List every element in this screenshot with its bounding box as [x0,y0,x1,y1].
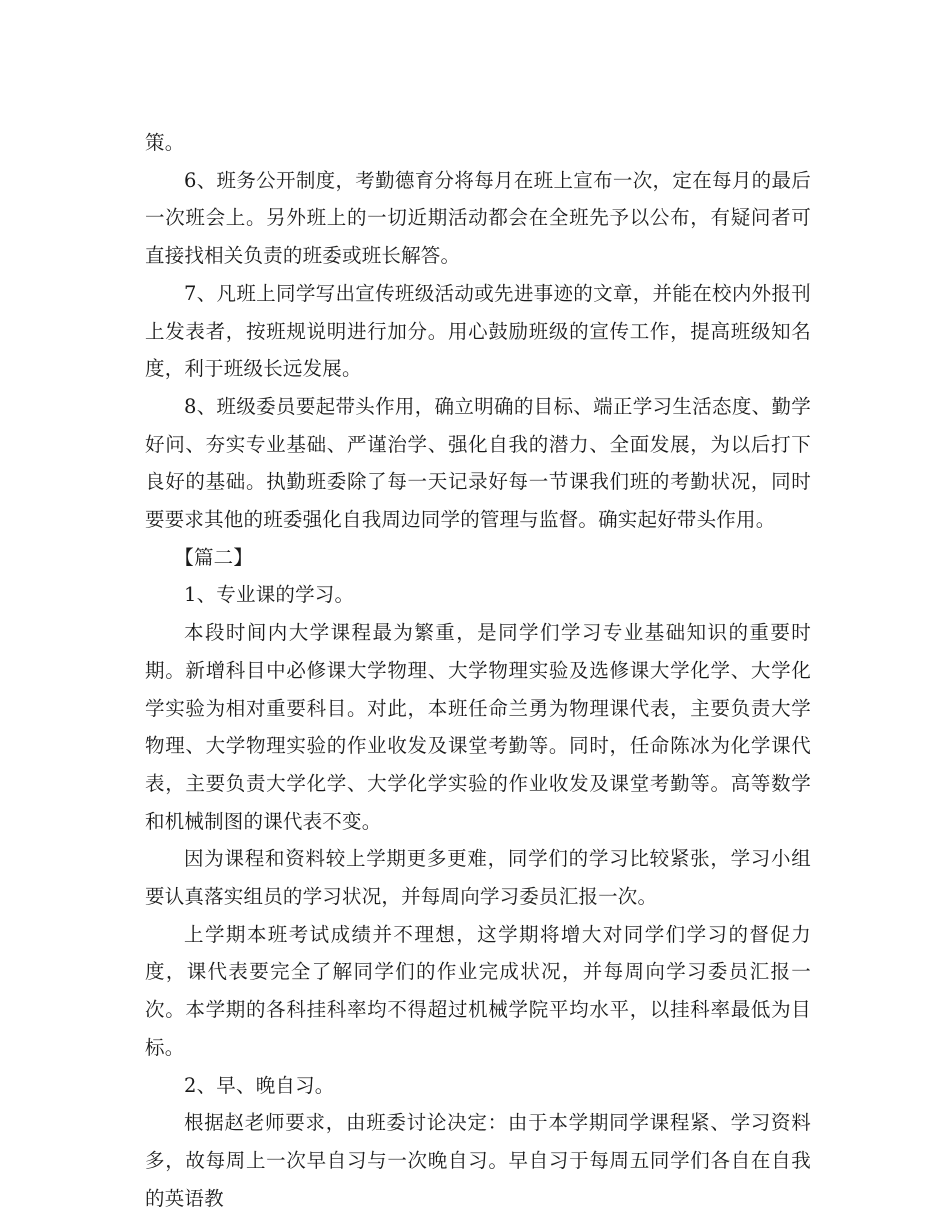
paragraph-continuation: 策。 [145,131,185,154]
paragraph-course-load: 本段时间内大学课程最为繁重，是同学们学习专业基础知识的重要时期。新增科目中必修课大学物理、大学物理实验及选修课大学化学、大学化学实验为相对重要科目。对此，本班任命兰勇为物理课代表，主要负责大学物理、大学物理实验的作业收发及课堂考勤等。同时，任命陈冰为化学课代表，主要负责大学化学、大学化学实验的作业收发及课堂考勤等。高等数学和机械制图的课代表不变。 [145,621,811,833]
document-body [145,124,811,1217]
subheading-course-study: 1、专业课的学习。 [184,583,355,607]
paragraph-study-groups: 因为课程和资料较上学期更多更难，同学们的学习比较紧张，学习小组要认真落实组员的学习状况，并每周向学习委员汇报一次。 [145,847,811,909]
paragraph-item-8: 8、班级委员要起带头作用，确立明确的目标、端正学习生活态度、勤学好问、夯实专业基础、严谨治学、强化自我的潜力、全面发展，为以后打下良好的基础。执勤班委除了每一天记录好每一节课我们班的考勤状况，同时要要求其他的班委强化自我周边同学的管理与监督。确实起好带头作用。 [145,394,811,532]
paragraph-item-7: 7、凡班上同学写出宣传班级活动或先进事迹的文章，并能在校内外报刊上发表者，按班规说明进行加分。用心鼓励班级的宣传工作，提高班级知名度，利于班级长远发展。 [145,281,811,381]
section-heading: 【篇二】 [174,545,254,569]
paragraph-self-study-schedule: 根据赵老师要求，由班委讨论决定：由于本学期同学课程紧、学习资料多，故每周上一次早自习与一次晚自习。早自习于每周五同学们各自在自我的英语教 [145,1111,811,1210]
paragraph-item-6: 6、班务公开制度，考勤德育分将每月在班上宣布一次，定在每月的最后一次班会上。另外班上的一切近期活动都会在全班先予以公布，有疑问者可直接找相关负责的班委或班长解答。 [145,168,811,268]
subheading-self-study: 2、早、晚自习。 [184,1073,335,1097]
paragraph-exam-results: 上学期本班考试成绩并不理想，这学期将增大对同学们学习的督促力度，课代表要完全了解同学们的作业完成状况，并每周向学习委员汇报一次。本学期的各科挂科率均不得超过机械学院平均水平，以挂科率最低为目标。 [145,922,811,1059]
